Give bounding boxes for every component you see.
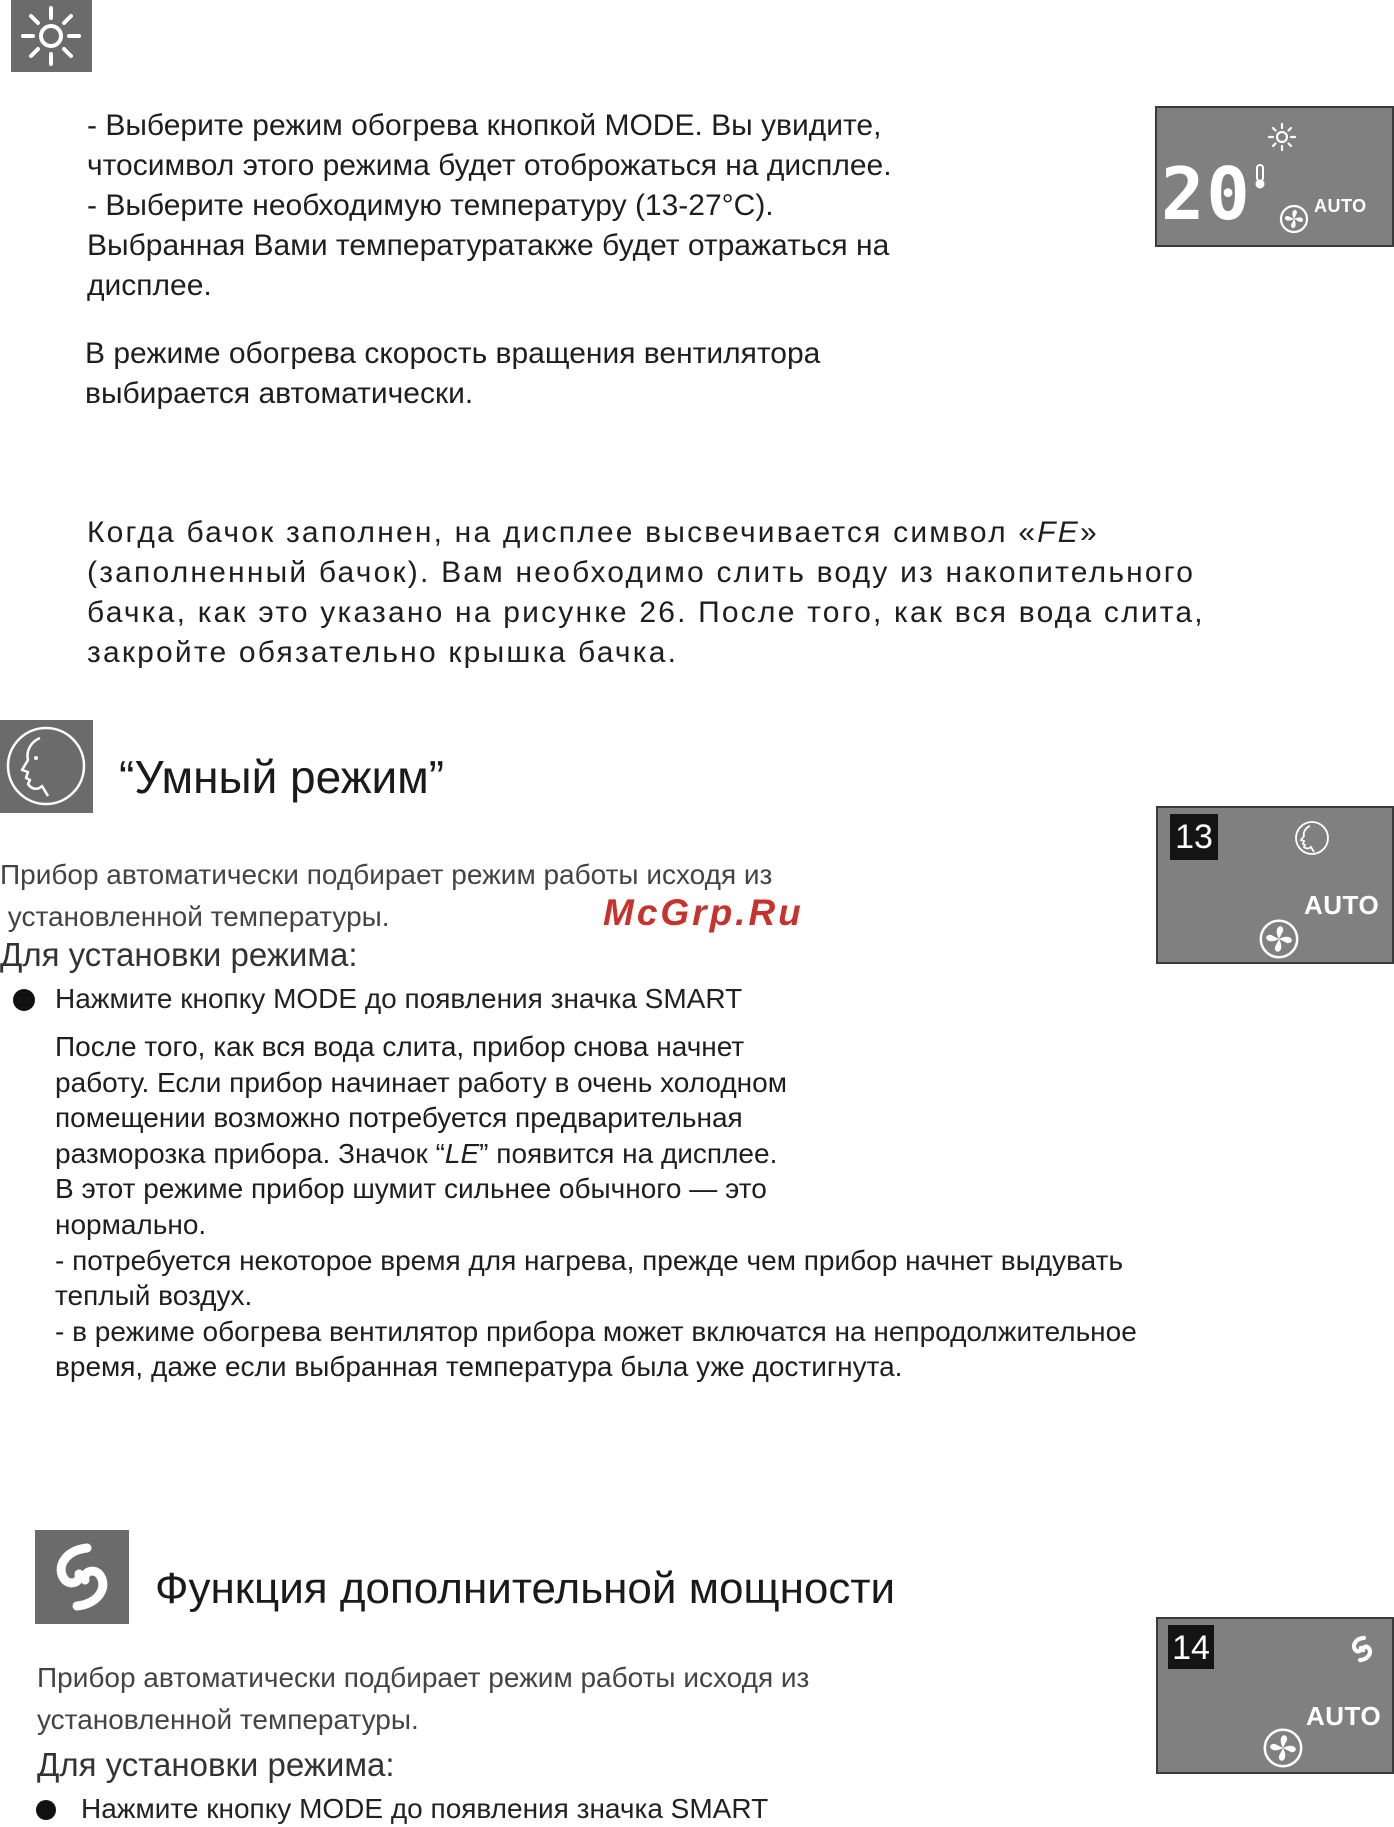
bullet-icon: [36, 1800, 56, 1820]
power-function-title: Функция дополнительной мощности: [155, 1564, 896, 1613]
text-line: Прибор автоматически подбирает режим работы исходя из: [37, 1662, 810, 1693]
text: Когда бачок заполнен, на дисплее высвечивается символ «: [87, 516, 1038, 549]
text-line: установленной температуры.: [37, 1704, 419, 1735]
smart-mode-title: “Умный режим”: [119, 751, 445, 803]
smart-mode-icon-box: [0, 720, 93, 813]
le-symbol: LE: [444, 1137, 480, 1169]
text-line: (заполненный бачок). Вам необходимо слить воду из накопительного: [87, 556, 1196, 589]
sun-icon: [11, 0, 92, 72]
thermometer-icon: [1253, 164, 1267, 190]
fe-symbol: FE: [1037, 516, 1080, 549]
text-line: - в режиме обогрева вентилятор прибора может включатся на непродолжительное: [55, 1315, 1137, 1347]
text-line: чтосимвол этого режима будет отоброжаться на дисплее.: [87, 149, 892, 182]
fan-icon: [1262, 1727, 1304, 1769]
text-line: работу. Если прибор начинает работу в очень холодном: [55, 1066, 787, 1098]
text-line: После того, как вся вода слита, прибор снова начнет: [55, 1031, 745, 1062]
text-line: Выбранная Вами температуратакже будет отражаться на: [87, 229, 890, 262]
text-line: - Выберите режим обогрева кнопкой MODE. Вы увидите,: [87, 109, 882, 142]
fan-icon: [1279, 204, 1309, 234]
smart-setup-label: Для установки режима:: [0, 936, 358, 973]
tank-full-paragraph: [87, 513, 1205, 673]
text-line: [55, 1136, 1137, 1172]
text-line: - Выберите необходимую температуру (13-27°С).: [87, 189, 774, 222]
text: ” появится на дисплее.: [479, 1137, 778, 1169]
auto-label: AUTO: [1304, 890, 1380, 920]
power-bullet-text: Нажмите кнопку MODE до появления значка SMART: [81, 1793, 769, 1824]
smart-mode-display: [1156, 806, 1394, 964]
text-line: В этот режиме прибор шумит сильнее обычного — это: [55, 1173, 767, 1205]
swirl-icon: [1344, 1631, 1380, 1667]
text-line: закройте обязательно крышка бачка.: [87, 636, 679, 669]
heat-mode-display: [1155, 106, 1394, 247]
text-line: установленной температуры.: [0, 901, 390, 932]
power-function-description: [37, 1657, 809, 1741]
face-profile-icon: [0, 720, 93, 813]
text: »: [1080, 516, 1099, 549]
power-function-icon-box: [35, 1530, 129, 1624]
text-line: - потребуется некоторое время для нагрева, прежде чем прибор начнет выдувать: [55, 1244, 1124, 1276]
power-setup-label: Для установки режима:: [37, 1746, 395, 1783]
smart-after-notes: [55, 1029, 1137, 1385]
power-function-display: [1156, 1617, 1394, 1774]
bullet-icon: [13, 989, 35, 1011]
text-line: бачка, как это указано на рисунке 26. После того, как вся вода слита,: [87, 596, 1205, 629]
auto-label: AUTO: [1314, 196, 1367, 216]
text-line: теплый воздух.: [55, 1280, 253, 1312]
text-line: помещении возможно потребуется предварительная: [55, 1102, 743, 1134]
temperature-readout: 20: [1161, 152, 1252, 236]
swirl-icon: [35, 1530, 129, 1624]
text-line: время, даже если выбранная температура была уже достигнута.: [55, 1351, 903, 1383]
display-number: 14: [1168, 1625, 1214, 1669]
display-number: 13: [1170, 814, 1218, 860]
heat-fan-note: [85, 334, 820, 414]
text-line: дисплее.: [87, 269, 212, 302]
face-profile-icon: [1294, 820, 1330, 856]
fan-icon: [1258, 918, 1300, 960]
smart-bullet-text: Нажмите кнопку MODE до появления значка SMART: [55, 983, 743, 1014]
sun-icon: [1267, 122, 1297, 152]
text-line: Прибор автоматически подбирает режим работы исходя из: [0, 859, 773, 890]
text-line: нормально.: [55, 1208, 207, 1240]
text: разморозка прибора. Значок “: [55, 1137, 445, 1169]
heat-instructions: [87, 106, 892, 306]
heat-mode-icon-box: [11, 0, 92, 72]
watermark: McGrp.Ru: [603, 892, 804, 933]
text-line: [87, 513, 1205, 553]
text-line: выбирается автоматически.: [85, 377, 474, 410]
text-line: В режиме обогрева скорость вращения вентилятора: [85, 337, 821, 370]
auto-label: AUTO: [1306, 1701, 1382, 1731]
